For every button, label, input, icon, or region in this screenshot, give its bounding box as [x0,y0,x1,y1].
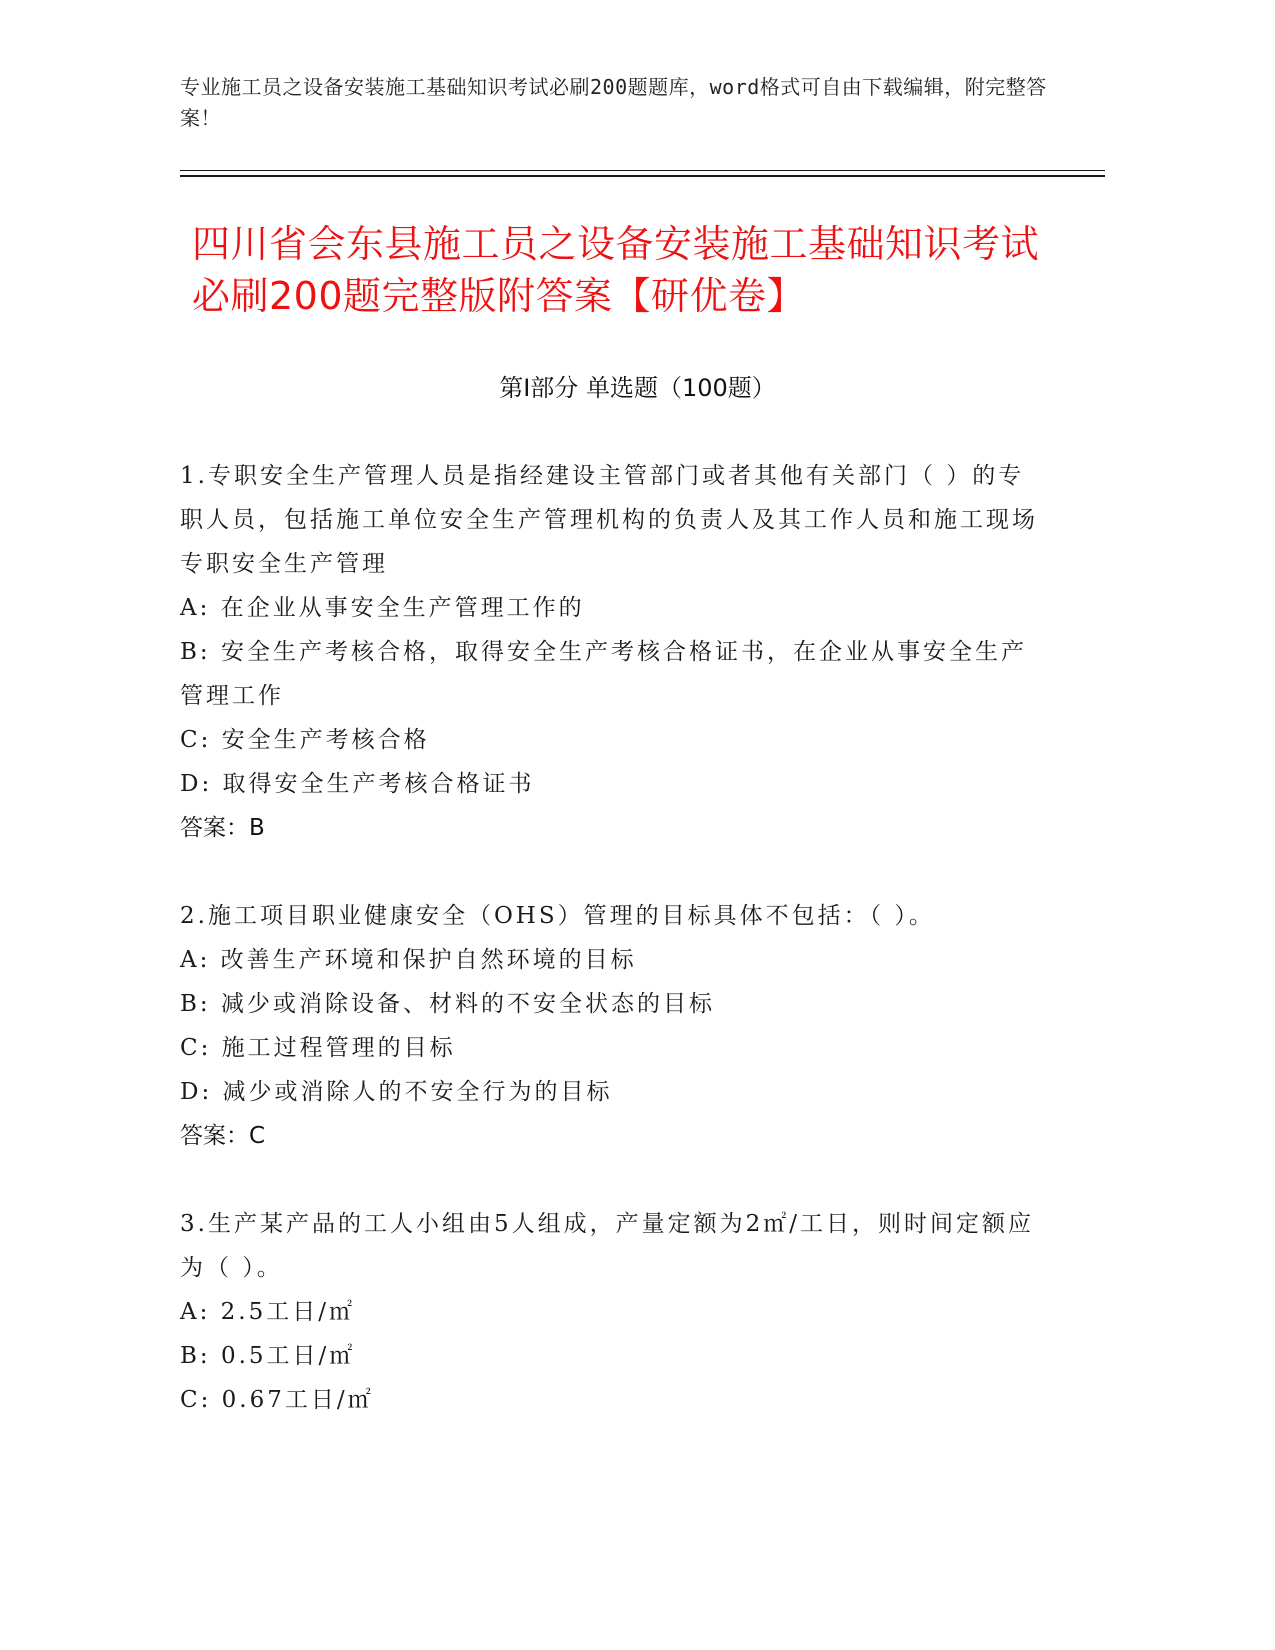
option-c: C: 0.67工日/㎡ [180,1387,374,1413]
option-b: B: 减少或消除设备、材料的不安全状态的目标 [180,991,715,1017]
question-2 [180,894,1040,1158]
option-d: D: 减少或消除人的不安全行为的目标 [180,1079,613,1105]
question-list [180,454,1040,1466]
option-b: B: 0.5工日/㎡ [180,1343,356,1369]
question-1 [180,454,1040,850]
question-stem: 1.专职安全生产管理人员是指经建设主管部门或者其他有关部门（ ）的专职人员，包括施工单位安全生产管理机构的负责人及其工作人员和施工现场专职安全生产管理 [180,463,1038,577]
option-d: D: 取得安全生产考核合格证书 [180,771,535,797]
question-stem: 3.生产某产品的工人小组由5人组成，产量定额为2㎡/工日，则时间定额应为（ ）。 [180,1211,1034,1281]
header-divider-thick [180,175,1105,177]
question-3 [180,1202,1040,1422]
header-note: 专业施工员之设备安装施工基础知识考试必刷200题题库，word格式可自由下载编辑，附完整答案！ [180,75,1047,130]
answer: 答案：C [180,1123,266,1149]
option-a: A: 2.5工日/㎡ [180,1299,355,1325]
section-heading: 第Ⅰ部分 单选题（100题） [499,374,776,402]
answer: 答案：B [180,815,265,841]
option-b: B: 安全生产考核合格，取得安全生产考核合格证书，在企业从事安全生产管理工作 [180,639,1027,709]
question-stem: 2.施工项目职业健康安全（OHS）管理的目标具体不包括：（ ）。 [180,903,935,929]
option-a: A: 改善生产环境和保护自然环境的目标 [180,947,637,973]
header-divider-thin [180,170,1105,171]
document-title: 四川省会东县施工员之设备安装施工基础知识考试必刷200题完整版附答案【研优卷】 [192,222,1040,318]
option-c: C: 安全生产考核合格 [180,727,430,753]
option-c: C: 施工过程管理的目标 [180,1035,456,1061]
option-a: A: 在企业从事安全生产管理工作的 [180,595,585,621]
